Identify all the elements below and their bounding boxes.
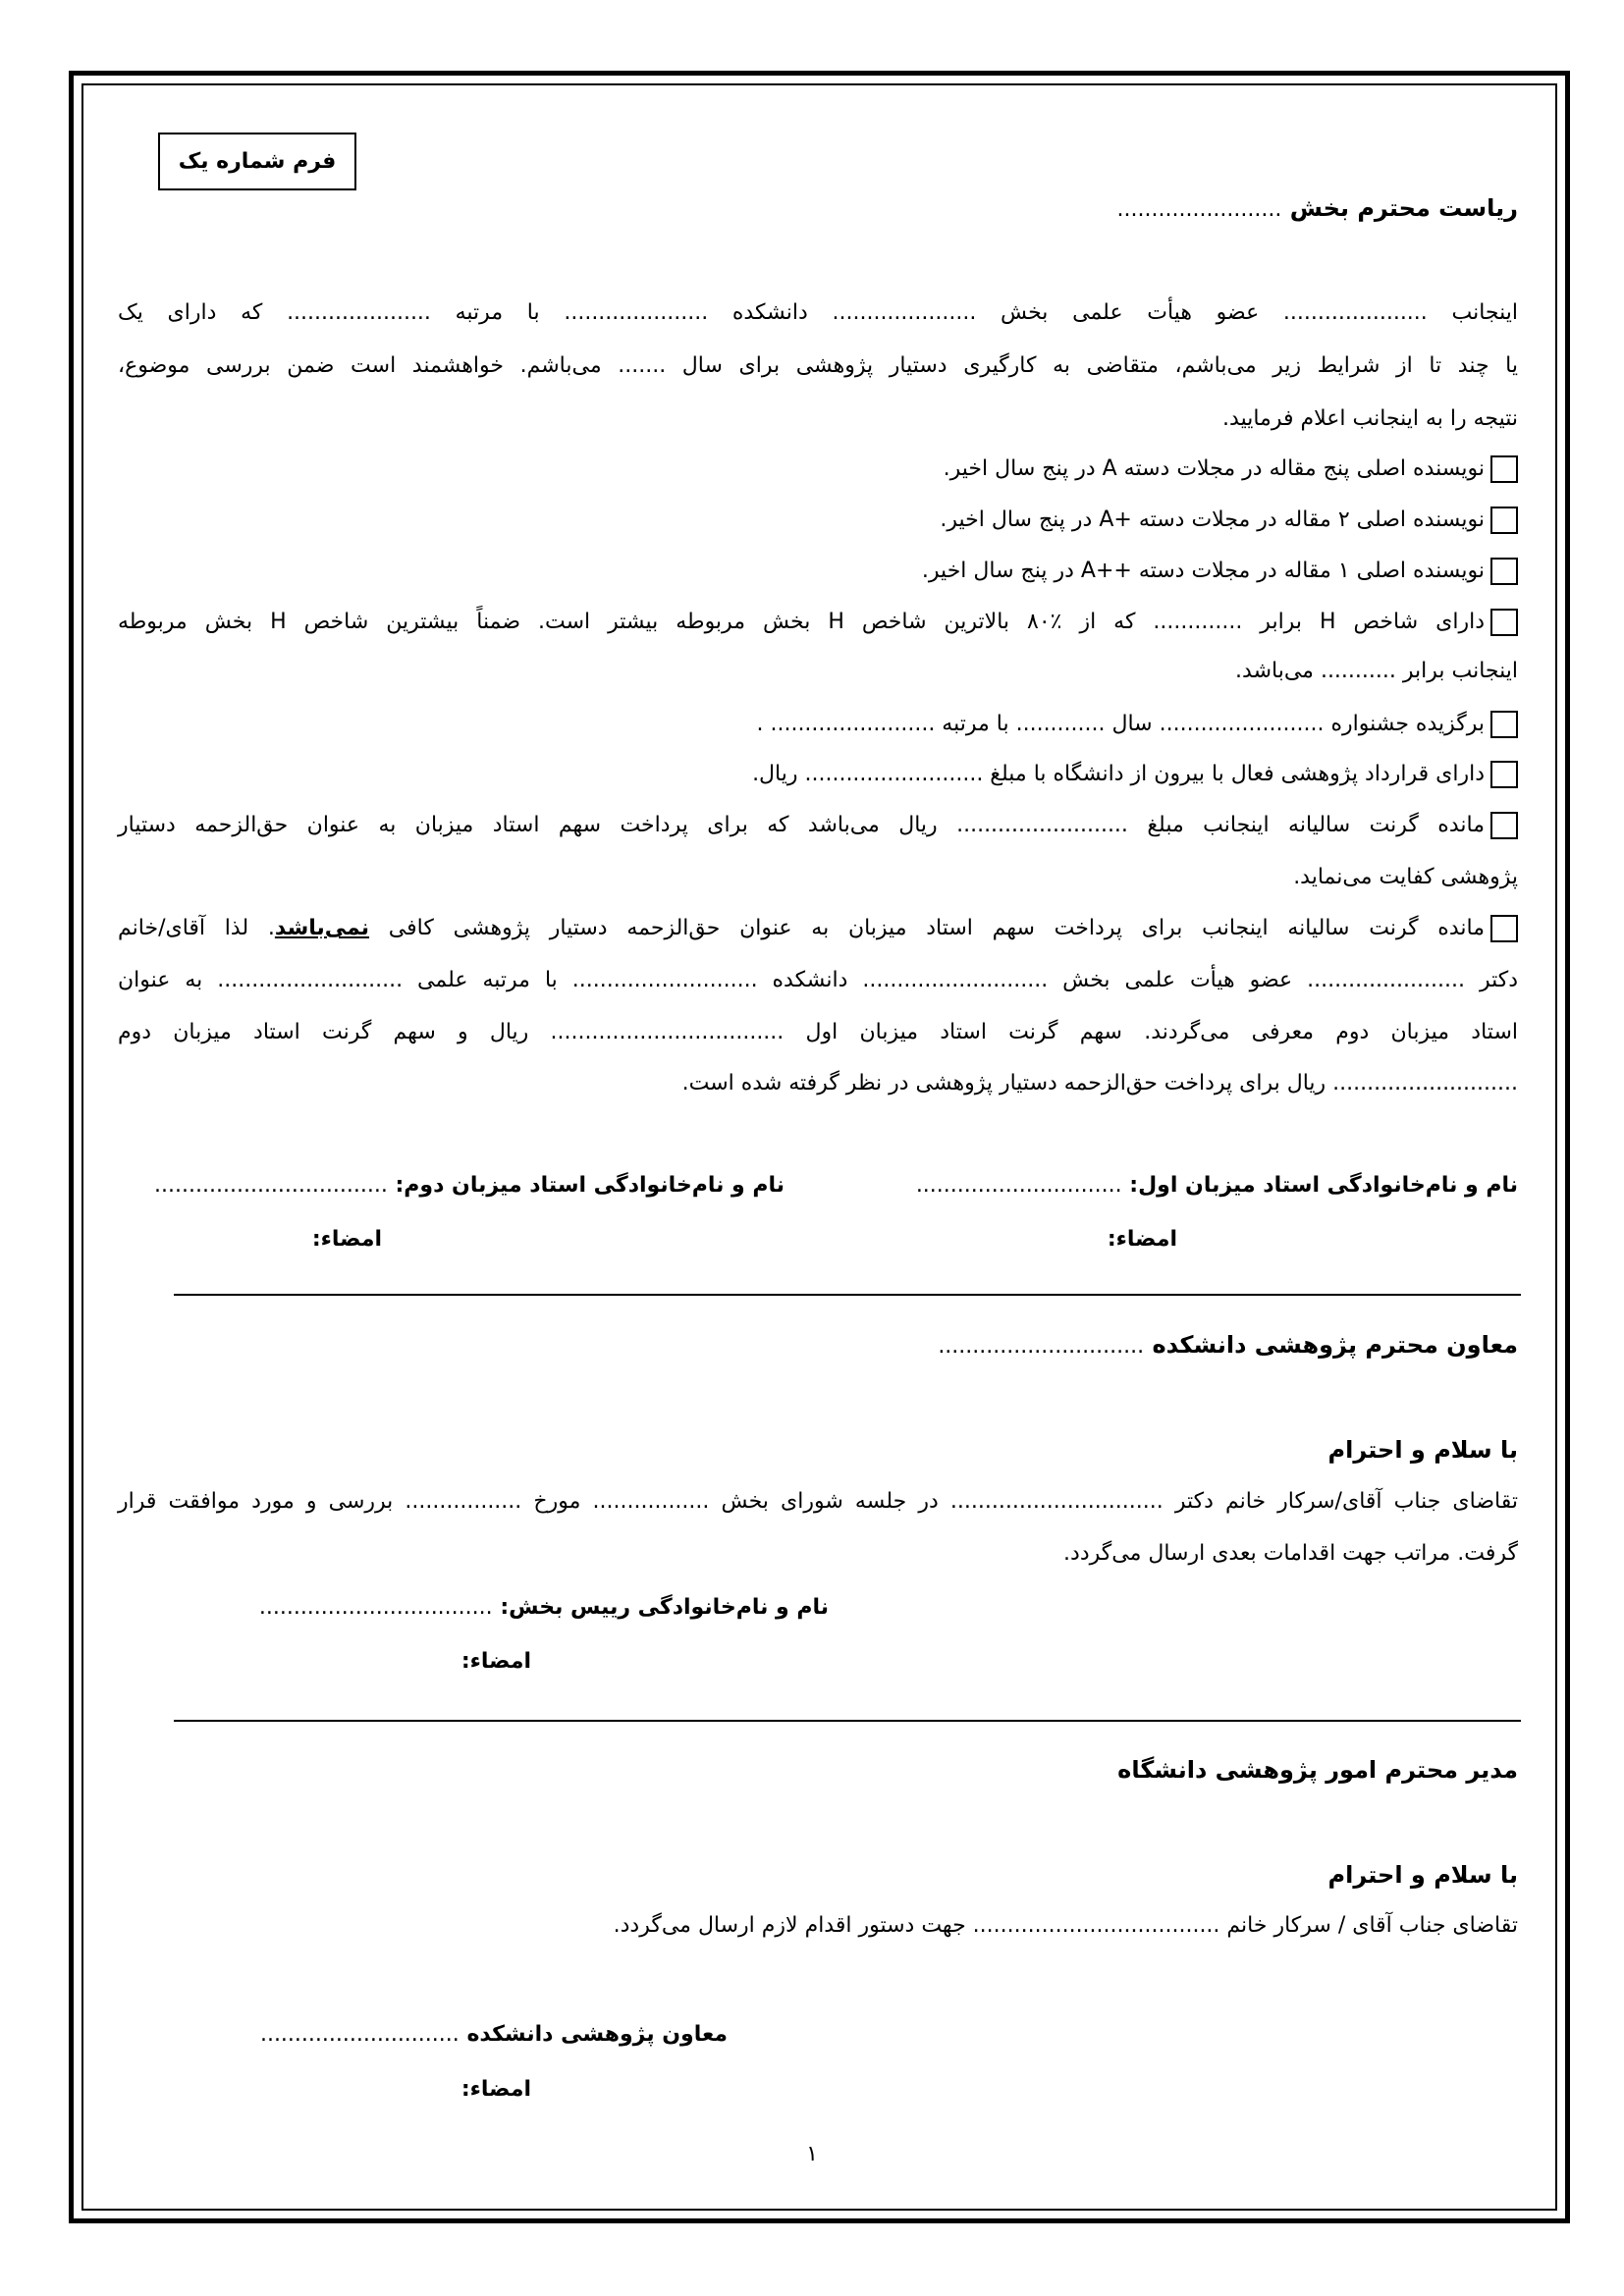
option-8-label-b: . لذا آقای/خانم — [118, 916, 275, 940]
host2-label: نام و نام‌خانوادگی استاد میزبان دوم: — [395, 1173, 785, 1198]
option-7-label: مانده گرنت سالیانه اینجانب مبلغ ......................... ریال می‌باشد که برای پرداخت سهم استاد میزبان به عنوان حق‌الزحمه دستیار — [118, 813, 1485, 837]
option-1-checkbox[interactable] — [1490, 455, 1518, 483]
option-5-label: برگزیده جشنواره ........................ سال ............. با مرتبه ........................ . — [756, 712, 1485, 736]
section3-heading: مدیر محترم امور پژوهشی دانشگاه — [1117, 1756, 1518, 1784]
option-7 — [118, 810, 1518, 841]
deputy-signature: امضاء: — [460, 2077, 531, 2102]
deputy-dots: ............................. — [259, 2022, 460, 2047]
section2-heading-text: معاون محترم پژوهشی دانشکده — [1152, 1331, 1518, 1359]
option-6-label: دارای قرارداد پژوهشی فعال با بیرون از دانشگاه با مبلغ .......................... ریال. — [752, 762, 1485, 786]
option-7-checkbox[interactable] — [1490, 812, 1518, 839]
option-3-label: نویسنده اصلی ۱ مقاله در مجلات دسته ++A در پنج سال اخیر. — [921, 559, 1485, 583]
salutation-dots: ........................ — [1116, 197, 1282, 222]
option-6 — [752, 759, 1518, 790]
salutation-text: ریاست محترم بخش — [1289, 194, 1518, 222]
option-8-line-2: دکتر ....................... عضو هیأت علمی بخش ........................... دانشکده ........................... با مرتبه علمی ........................... به عنوان — [118, 968, 1518, 992]
section2-greeting: با سلام و احترام — [1327, 1436, 1518, 1464]
host1-name — [916, 1170, 1518, 1201]
host1-signature: امضاء: — [1107, 1227, 1177, 1252]
option-8-checkbox[interactable] — [1490, 915, 1518, 942]
section2-heading — [938, 1329, 1518, 1362]
option-8-line-3: استاد میزبان دوم معرفی می‌گردند. سهم گرنت استاد میزبان اول .................................. ریال و سهم گرنت استاد میزبان دوم — [118, 1020, 1518, 1044]
option-4-checkbox[interactable] — [1490, 609, 1518, 636]
page-number: ۱ — [806, 2142, 818, 2166]
form-number-box: فرم شماره یک — [158, 133, 356, 190]
request-line-1: اینجانب ..................... عضو هیأت علمی بخش ..................... دانشکده ..................... با مرتبه ..................... که دارای یک — [118, 300, 1518, 325]
host1-dots: .............................. — [915, 1173, 1122, 1198]
option-6-checkbox[interactable] — [1490, 761, 1518, 788]
option-8-emphasis: نمی‌باشد — [274, 916, 370, 940]
option-8-label-a: مانده گرنت سالیانه اینجانب برای پرداخت سهم استاد میزبان به عنوان حق‌الزحمه دستیار پژوهشی کافی — [369, 916, 1485, 940]
option-7-line-2: پژوهشی کفایت می‌نماید. — [1293, 865, 1518, 889]
option-2-label: نویسنده اصلی ۲ مقاله در مجلات دسته +A در پنج سال اخیر. — [940, 507, 1485, 532]
option-2 — [940, 505, 1518, 536]
host2-dots: .................................. — [154, 1173, 388, 1198]
option-2-checkbox[interactable] — [1490, 507, 1518, 534]
option-4 — [118, 607, 1518, 638]
salutation-heading — [1117, 192, 1518, 226]
request-line-3: نتیجه را به اینجانب اعلام فرمایید. — [1222, 406, 1518, 431]
section2-heading-dots: .............................. — [938, 1334, 1145, 1359]
option-5-checkbox[interactable] — [1490, 711, 1518, 738]
dept-head-dots: .................................. — [258, 1595, 493, 1620]
section3-line-1: تقاضای جناب آقای / سرکار خانم .................................... جهت دستور اقدام لازم ارسال می‌گردد. — [613, 1913, 1518, 1938]
option-8-line-4: ........................... ریال برای پرداخت حق‌الزحمه دستیار پژوهشی در نظر گرفته شده است. — [681, 1071, 1518, 1095]
dept-head-signature: امضاء: — [460, 1649, 531, 1674]
option-4-label: دارای شاخص H برابر ............. که از ٪۸۰ بالاترین شاخص H بخش مربوطه بیشتر است. ضمناً بیشترین شاخص H بخش مربوطه — [118, 610, 1485, 634]
host2-name — [154, 1170, 785, 1201]
divider-1 — [174, 1294, 1521, 1296]
option-1 — [944, 454, 1518, 485]
section2-line-1: تقاضای جناب آقای/سرکار خانم دکتر ............................... در جلسه شورای بخش ................. مورخ ................. بررسی و مورد موافقت قرار — [118, 1489, 1518, 1514]
option-5 — [756, 709, 1518, 740]
dept-head-label: نام و نام‌خانوادگی رییس بخش: — [500, 1595, 829, 1620]
option-8 — [118, 913, 1518, 944]
host2-signature: امضاء: — [311, 1227, 382, 1252]
divider-2 — [174, 1720, 1521, 1722]
option-1-label: نویسنده اصلی پنج مقاله در مجلات دسته A در پنج سال اخیر. — [943, 456, 1485, 481]
section3-greeting: با سلام و احترام — [1327, 1861, 1518, 1889]
request-line-2: یا چند تا از شرایط زیر می‌باشم، متقاضی به کارگیری دستیار پژوهشی برای سال ....... می‌باشم. خواهشمند است ضمن بررسی موضوع، — [118, 353, 1518, 378]
dept-head-name — [259, 1592, 829, 1624]
deputy-label: معاون پژوهشی دانشکده — [466, 2022, 728, 2047]
option-4-line-2: اینجانب برابر ........... می‌باشد. — [1235, 659, 1518, 683]
deputy-name — [260, 2019, 728, 2051]
option-3-checkbox[interactable] — [1490, 558, 1518, 585]
option-3 — [922, 556, 1518, 587]
section2-line-2: گرفت. مراتب جهت اقدامات بعدی ارسال می‌گردد. — [1063, 1541, 1518, 1566]
host1-label: نام و نام‌خانوادگی استاد میزبان اول: — [1129, 1173, 1518, 1198]
